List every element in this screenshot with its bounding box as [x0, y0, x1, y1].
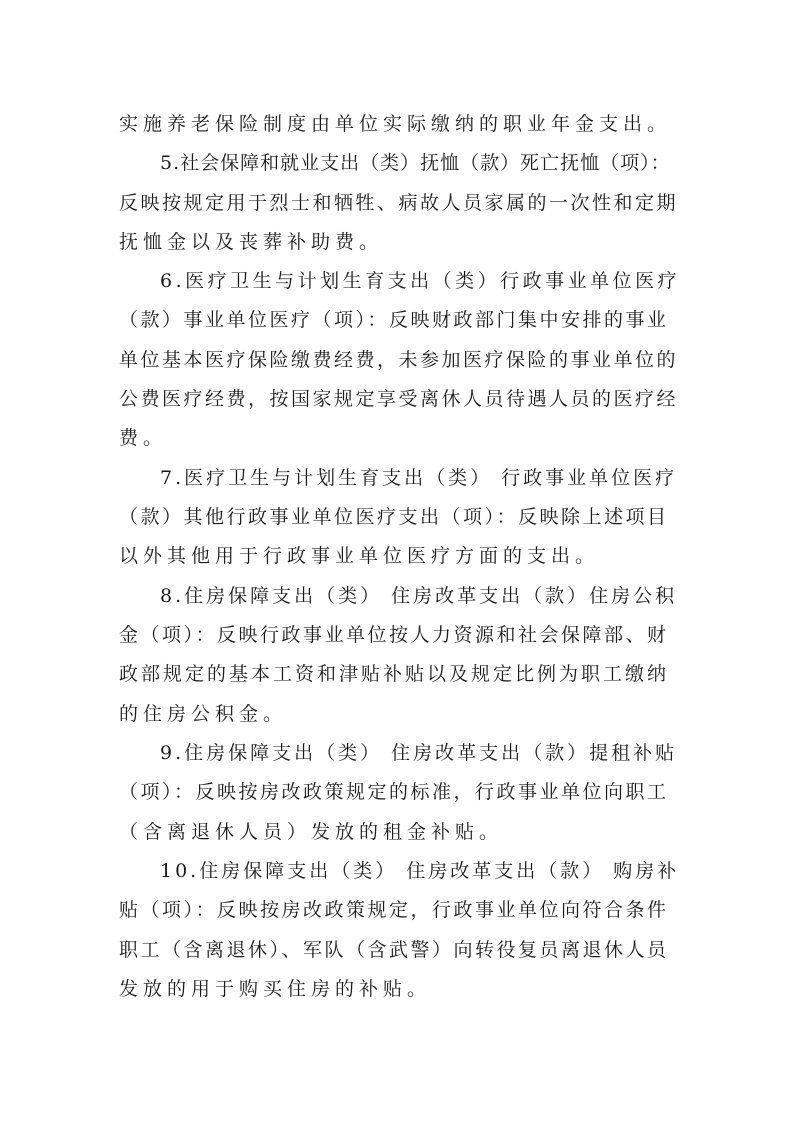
item-5-heading: 5.社会保障和就业支出（类）抚恤（款）死亡抚恤（项）：: [160, 152, 671, 174]
text-line: 政部规定的基本工资和津贴补贴以及规定比例为职工缴纳: [119, 663, 670, 685]
text-line: 抚恤金以及丧葬补助费。: [119, 231, 384, 253]
text-line: 以外其他用于行政事业单位医疗方面的支出。: [119, 545, 600, 567]
text-line: 职工（含离退休）、军队（含武警）向转役复员离退休人员: [119, 939, 669, 961]
text-line: 反映按规定用于烈士和牺牲、病故人员家属的一次性和定期: [119, 192, 679, 214]
item-8-heading: 8.住房保障支出（类） 住房改革支出（款）住房公积: [160, 585, 678, 607]
item-7-heading: 7.医疗卫生与计划生育支出（类） 行政事业单位医疗: [160, 467, 678, 489]
text-line: （款）其他行政事业单位医疗支出（项）：反映除上述项目: [119, 506, 669, 528]
text-line: （款）事业单位医疗（项）：反映财政部门集中安排的事业: [119, 309, 669, 331]
text-line: （含离退休人员）发放的租金补贴。: [119, 821, 504, 843]
text-line: 实施养老保险制度由单位实际缴纳的职业年金支出。: [119, 113, 672, 135]
text-line: 金（项）：反映行政事业单位按人力资源和社会保障部、财: [119, 624, 669, 646]
item-6-heading: 6.医疗卫生与计划生育支出（类）行政事业单位医疗: [160, 270, 681, 292]
text-line: 的住房公积金。: [119, 703, 288, 725]
text-line: 费。: [119, 427, 168, 449]
text-line: 贴（项）：反映按房改政策规定，行政事业单位向符合条件: [119, 899, 669, 921]
text-line: 发放的用于购买住房的补贴。: [119, 978, 432, 1000]
item-9-heading: 9.住房保障支出（类） 住房改革支出（款）提租补贴: [160, 742, 678, 764]
text-line: （项）：反映按房改政策规定的标准，行政事业单位向职工: [119, 781, 669, 803]
text-line: 公费医疗经费，按国家规定享受离休人员待遇人员的医疗经: [119, 388, 679, 410]
item-10-heading: 10.住房保障支出（类） 住房改革支出（款） 购房补: [160, 860, 680, 882]
text-line: 单位基本医疗保险缴费经费，未参加医疗保险的事业单位的: [119, 349, 679, 371]
